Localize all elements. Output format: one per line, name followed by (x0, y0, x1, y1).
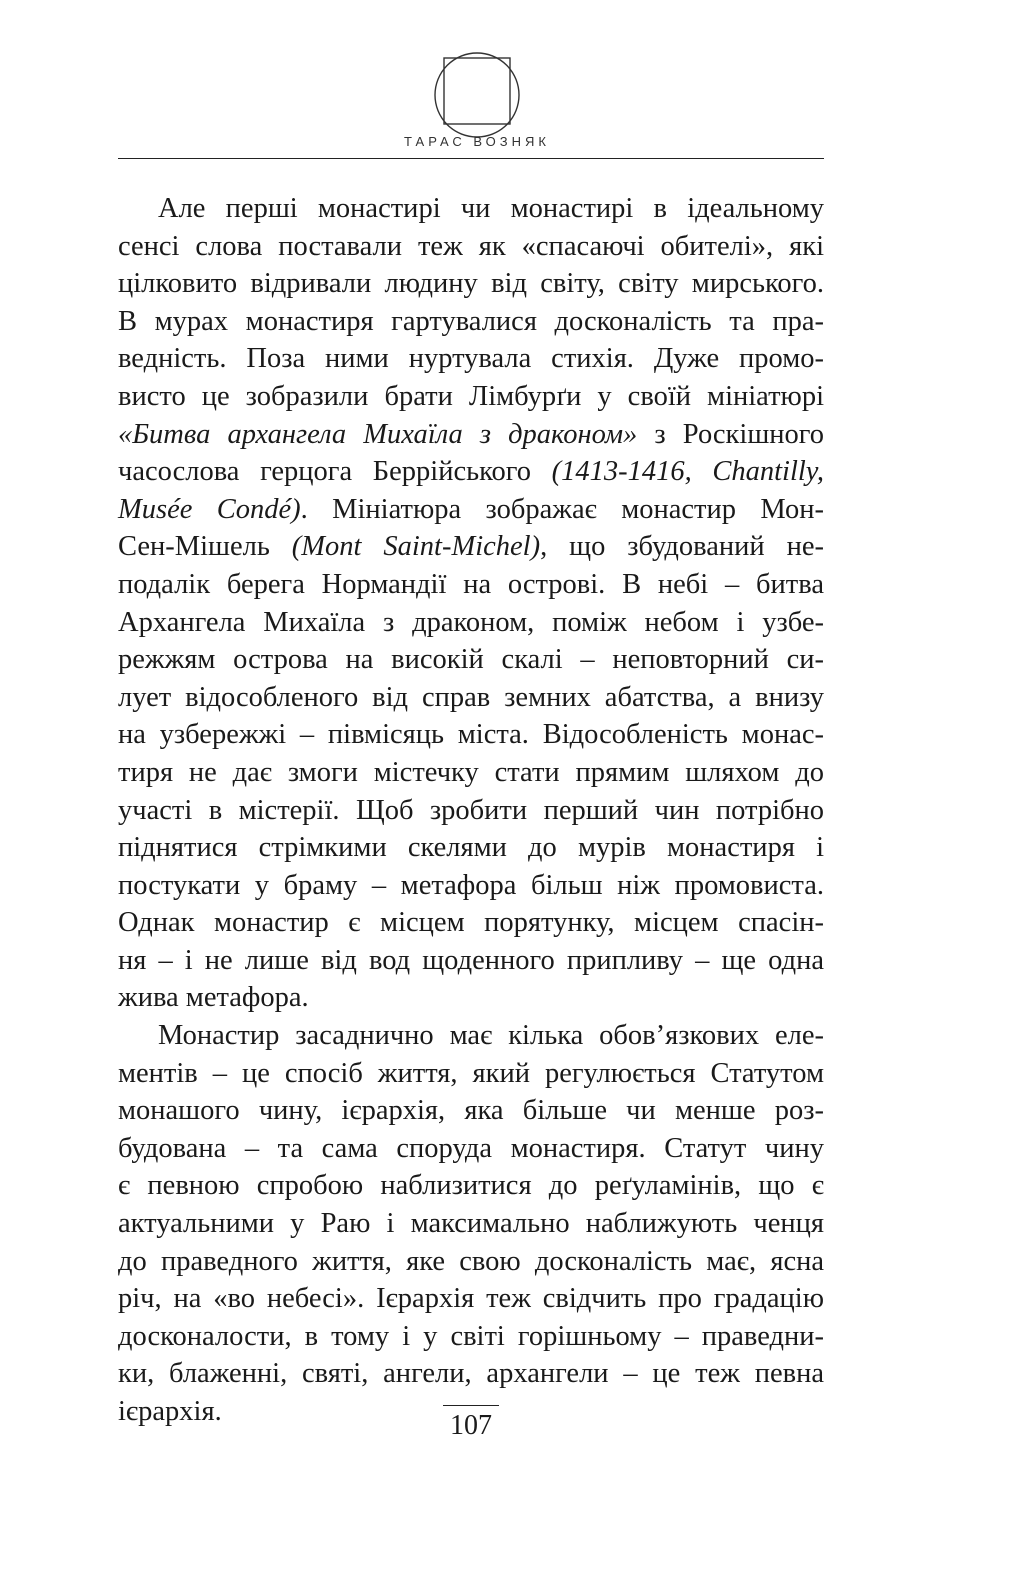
italic-citation: «Битва архангела Михаїла з драконом» (118, 418, 638, 450)
text-line: ієрархія. (118, 1396, 222, 1427)
text-segment: Сен-Мішель (118, 531, 292, 563)
text-segment: часослова герцога Беррійського (118, 456, 552, 488)
text-line: В мурах монастиря гартувалися досконалість та пра- (118, 305, 824, 337)
text-line (118, 528, 824, 566)
paragraph-1 (118, 190, 824, 1017)
text-line: Однак монастир є місцем порятунку, місцем спасін- (118, 907, 824, 939)
text-segment: з Роскішного (637, 418, 825, 450)
text-line: є певною спробою наблизитися до реґуламінів, що є (118, 1170, 824, 1202)
text-line (118, 453, 824, 491)
text-line: будована – та сама споруда монастиря. Статут чину (118, 1132, 824, 1164)
text-line: досконалости, в тому і у світі горішньому – праведни- (118, 1320, 824, 1352)
text-line (118, 416, 824, 454)
running-head: ТАРАС ВОЗНЯК (404, 134, 550, 149)
text-line: режжям острова на високій скалі – неповторний си- (118, 644, 824, 676)
text-line: на узбережжі – півмісяць міста. Відособленість монас- (118, 719, 824, 751)
text-line: тиря не дає змоги містечку стати прямим шляхом до (118, 756, 824, 788)
text-line: цілковито відривали людину від світу, світу мирського. (118, 268, 824, 300)
text-line: висто це зобразили брати Лімбурґи у своїй мініатюрі (118, 380, 824, 412)
text-line: Монастир засаднично має кілька обов’язкових еле- (158, 1020, 824, 1052)
text-line: жива метафора. (118, 982, 309, 1014)
text-line: до праведного життя, яке свою досконалість має, ясна (118, 1245, 824, 1277)
italic-citation: (1413-1416, Chantilly, (551, 456, 824, 488)
text-line: лует відособленого від справ земних абатства, а внизу (118, 681, 824, 713)
text-line: ведність. Поза ними нуртувала стихія. Дуже промо- (118, 343, 824, 375)
page-number: 107 (443, 1405, 499, 1446)
text-line: ки, блаженні, святі, ангели, архангели – це теж певна (118, 1358, 824, 1390)
circle-square-emblem-icon (432, 50, 522, 140)
text-line: Архангела Михаїла з драконом, поміж небом і узбе- (118, 606, 824, 638)
header-rule (118, 158, 824, 159)
italic-citation: (Mont Saint-Michel) (291, 531, 541, 563)
text-line (118, 491, 824, 529)
text-line: участі в містерії. Щоб зробити перший чин потрібно (118, 794, 824, 826)
text-segment: . Мініатюра зображає монастир Мон- (300, 493, 824, 525)
text-segment: , що збудований не- (540, 531, 824, 563)
text-line: піднятися стрімкими скелями до мурів монастиря і (118, 832, 824, 864)
text-line: сенсі слова поставали теж як «спасаючі обителі», які (118, 230, 824, 262)
text-line: річ, на «во небесі». Ієрархія теж свідчить про градацію (118, 1283, 824, 1315)
text-line: монашого чину, ієрархія, яка більше чи менше роз- (118, 1095, 824, 1127)
paragraph-2 (118, 1017, 824, 1431)
italic-citation: Musée Condé) (118, 493, 301, 525)
text-line: ментів – це спосіб життя, який регулюється Статутом (118, 1057, 824, 1089)
text-line: ня – і не лише від вод щоденного припливу – ще одна (118, 944, 824, 976)
text-line: подалік берега Нормандії на острові. В небі – битва (118, 568, 824, 600)
body-text (118, 190, 824, 1431)
text-line: постукати у браму – метафора більш ніж промовиста. (118, 869, 824, 901)
text-line: Але перші монастирі чи монастирі в ідеальному (158, 193, 824, 224)
text-line: актуальними у Раю і максимально наближують ченця (118, 1208, 824, 1240)
